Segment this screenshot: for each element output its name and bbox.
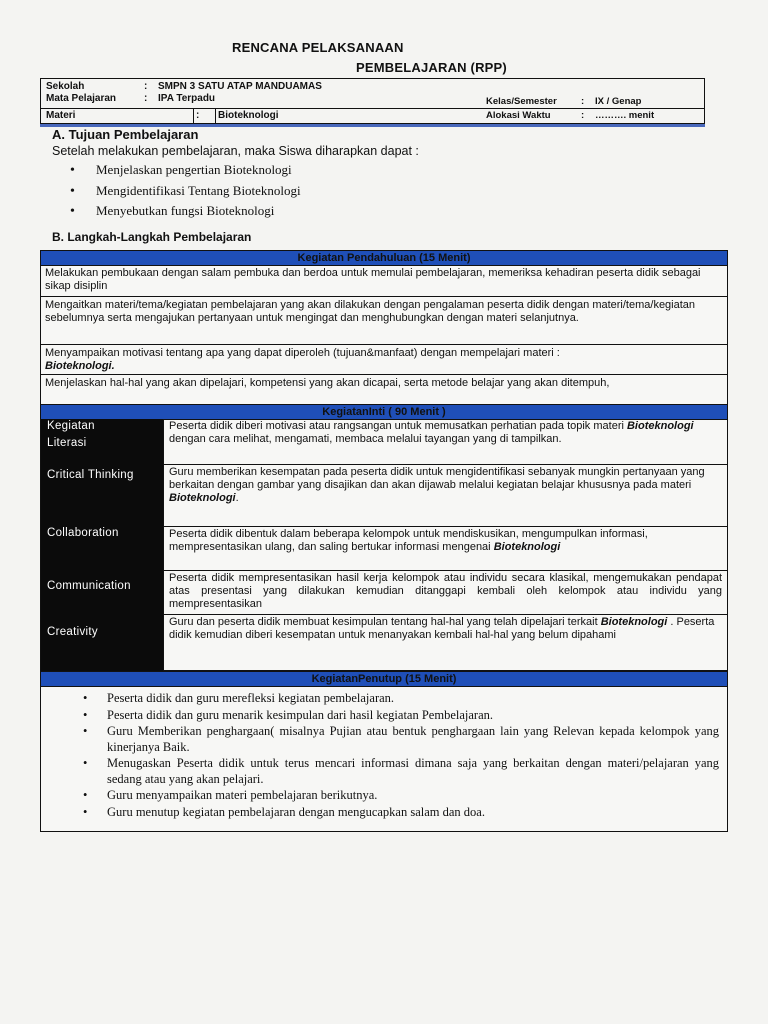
inti-label-creativity: Creativity [47,626,98,638]
colon: : [581,96,585,107]
motivasi-topic: Bioteknologi. [45,360,115,372]
section-a-heading: A. Tujuan Pembelajaran [52,127,199,142]
penutup-item: • Guru menyampaikan materi pembelajaran berikutnya. [83,788,378,802]
colon: : [144,93,148,104]
materi-label: Materi [46,110,76,121]
inti-label-collaboration: Collaboration [47,527,119,539]
penutup-item: • Guru Memberikan penghargaan( misalnya Pujian atau bentuk penghargaan lain yang Relevan kepada kelompok yang kinerjanya Baik. [83,724,719,754]
doc-title-line2: PEMBELAJARAN (RPP) [356,60,507,75]
kelas-row [486,96,641,107]
goal-item: • Mengidentifikasi Tentang Bioteknologi [70,183,301,199]
alokasi-label: Alokasi Waktu [486,110,551,121]
header-divider [41,108,704,109]
pendahuluan-row: Menjelaskan hal-hal yang akan dipelajari, kompetensi yang akan dicapai, serta metode belajar yang akan ditempuh, [41,375,727,405]
inti-band: KegiatanInti ( 90 Menit ) [41,405,727,420]
inti-row-collaboration: Peserta didik dibentuk dalam beberapa kelompok untuk mendiskusikan, mengumpulkan informasi, mempresentasikan ulang, dan saling bertukar informasi mengenai Bioteknologi [163,527,727,571]
sekolah-value: SMPN 3 SATU ATAP MANDUAMAS [158,81,322,92]
penutup-item: • Peserta didik dan guru merefleksi kegiatan pembelajaran. [83,691,395,705]
colon: : [196,110,200,121]
kelas-value: IX / Genap [595,96,642,107]
sekolah-row [46,81,322,92]
langkah-table [40,250,728,832]
penutup-band: KegiatanPenutup (15 Menit) [41,671,727,687]
doc-title-line1: RENCANA PELAKSANAAN [232,40,404,55]
pendahuluan-row: Menyampaikan motivasi tentang apa yang dapat diperoleh (tujuan&manfaat) dengan mempelajari materi : Bioteknologi. [41,345,727,375]
goal-item: • Menyebutkan fungsi Bioteknologi [70,203,275,219]
sekolah-label: Sekolah [46,81,85,92]
mapel-row [46,93,215,104]
mapel-value: IPA Terpadu [158,93,216,104]
alokasi-row [486,110,654,121]
pendahuluan-row: Melakukan pembukaan dengan salam pembuka dan berdoa untuk memulai pembelajaran, memeriksa kehadiran peserta didik sebagai sikap disiplin [41,265,727,297]
goal-item: • Menjelaskan pengertian Bioteknologi [70,162,292,178]
section-a-intro: Setelah melakukan pembelajaran, maka Siswa diharapkan dapat : [52,144,419,158]
pendahuluan-row: Mengaitkan materi/tema/kegiatan pembelajaran yang akan dilakukan dengan pengalaman peserta didik dengan materi/tema/kegiatan sebelumnya serta mengajukan pertanyaan untuk mengingat dan menghubungkan dengan materi selanjutnya. [41,297,727,345]
materi-row [46,110,279,121]
mapel-label: Mata Pelajaran [46,93,117,104]
alokasi-value: ………. menit [595,110,655,121]
inti-row-creativity: Guru dan peserta didik membuat kesimpulan tentang hal-hal yang telah dipelajari terkait Bioteknologi . Peserta didik kemudian diberi kesempatan untuk menanyakan kembali hal-hal yang belum dipahami [163,615,727,671]
pendahuluan-band: Kegiatan Pendahuluan (15 Menit) [41,251,727,266]
section-b-heading: B. Langkah-Langkah Pembelajaran [52,230,252,244]
penutup-item: • Peserta didik dan guru menarik kesimpulan dari hasil kegiatan Pembelajaran. [83,707,493,722]
colon: : [581,110,585,121]
inti-label-communication: Communication [47,580,131,592]
inti-row-literasi: Peserta didik diberi motivasi atau rangsangan untuk memusatkan perhatian pada topik materi Bioteknologi dengan cara melihat, mengamati, membaca melalui tayangan yang di tampilkan. [163,419,727,465]
colon: : [144,81,148,92]
inti-row-critical-thinking: Guru memberikan kesempatan pada peserta didik untuk mengidentifikasi sebanyak mungkin pertanyaan yang berkaitan dengan gambar yang disajikan dan akan dijawab melalui kegiatan belajar khususnya pada materi Bioteknologi. [163,465,727,527]
penutup-list [79,691,719,821]
kelas-label: Kelas/Semester [486,96,557,107]
penutup-item: • Guru menutup kegiatan pembelajaran dengan mengucapkan salam dan doa. [83,804,485,819]
penutup-item: • Menugaskan Peserta didik untuk terus mencari informasi dimana saja yang berkaitan dengan materi/pelajaran yang sedang atau yang akan pelajari. [83,756,719,786]
inti-label-critical-thinking: Critical Thinking [47,469,134,481]
materi-value: Bioteknologi [218,110,279,121]
inti-label-literasi: Kegiatan Literasi [47,420,95,449]
header-info-box [40,78,705,124]
inti-row-communication: Peserta didik mempresentasikan hasil kerja kelompok atau individu secara klasikal, mengemukakan pendapat atas presentasi yang dilakukan kemudian ditanggapi kembali oleh kelompok atau individu yang mempresentasikan [163,571,727,615]
